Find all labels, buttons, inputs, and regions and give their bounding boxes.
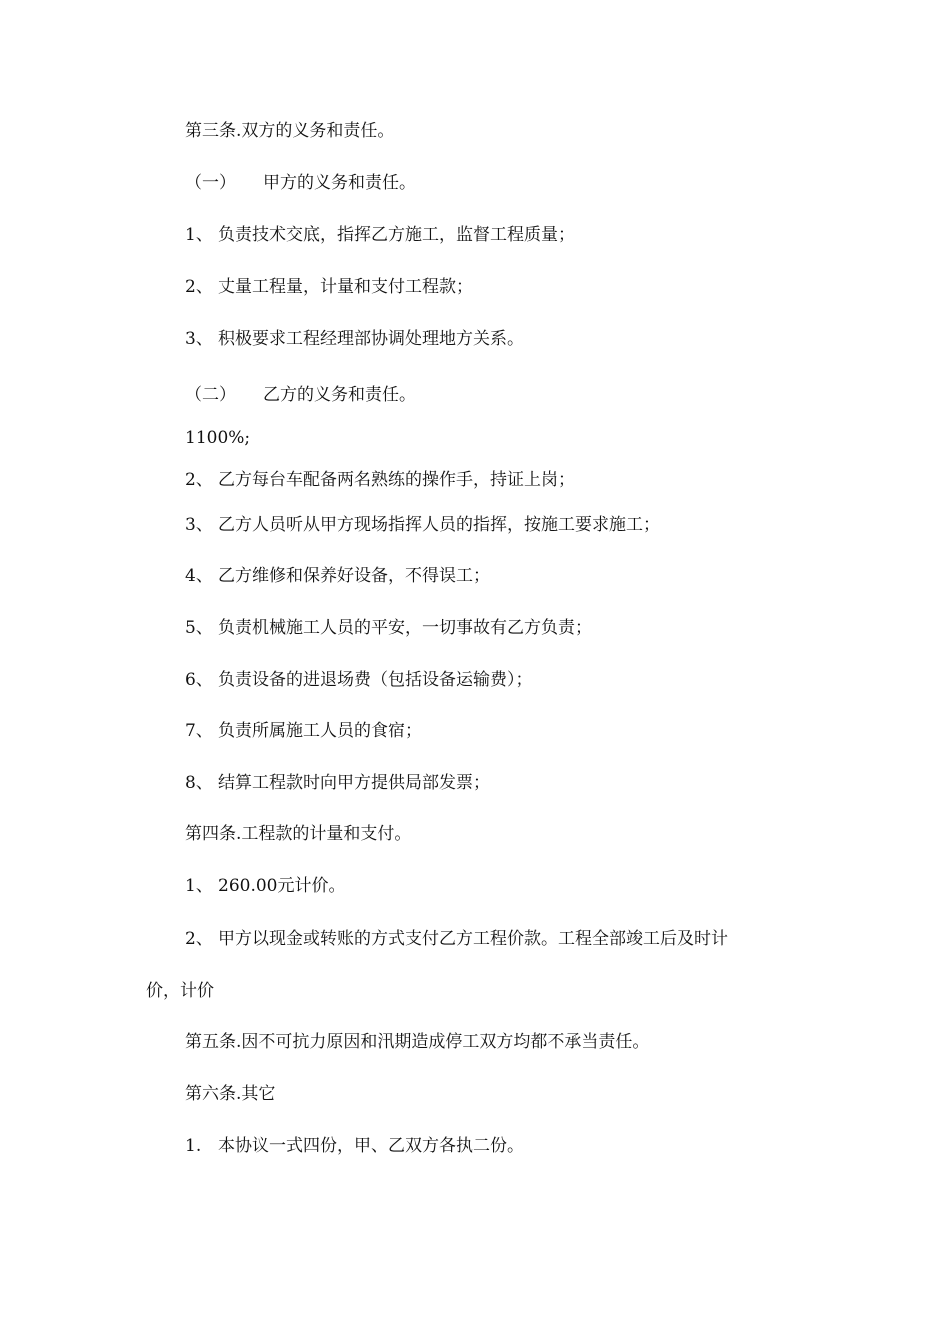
list-item xyxy=(185,720,422,742)
item-text: 结算工程款时向甲方提供局部发票； xyxy=(218,773,490,793)
item-text: 负责所属施工人员的食宿； xyxy=(218,721,422,741)
item-number: 1、 xyxy=(185,876,213,896)
item-text: 负责机械施工人员的平安，一切事故有乙方负责； xyxy=(218,618,592,638)
article5-heading: 第五条.因不可抗力原因和汛期造成停工双方均都不承当责任。 xyxy=(185,1032,650,1052)
list-item xyxy=(185,328,524,350)
article4-continuation: 价，计价 xyxy=(146,981,214,1001)
partyB-note: 1100%; xyxy=(185,428,251,448)
list-item xyxy=(185,514,660,536)
item-text: 乙方人员听从甲方现场指挥人员的指挥，按施工要求施工； xyxy=(218,515,660,535)
item-text: 甲方以现金或转账的方式支付乙方工程价款。工程全部竣工后及时计 xyxy=(218,929,728,949)
item-number: 1、 xyxy=(185,225,213,245)
item-number: 1. xyxy=(185,1136,202,1156)
partyA-section-heading xyxy=(185,172,416,194)
item-text: 260.00元计价。 xyxy=(218,876,346,896)
list-item xyxy=(185,565,490,587)
list-item xyxy=(185,875,345,897)
item-text: 乙方每台车配备两名熟练的操作手，持证上岗； xyxy=(218,470,575,490)
item-number: 2、 xyxy=(185,277,213,297)
item-number: 2、 xyxy=(185,929,213,949)
item-text: 负责技术交底，指挥乙方施工，监督工程质量； xyxy=(218,225,575,245)
item-number: 8、 xyxy=(185,773,213,793)
list-item xyxy=(185,276,473,298)
list-item xyxy=(185,772,490,794)
item-text: 丈量工程量，计量和支付工程款； xyxy=(218,277,473,297)
partyA-label: （一） xyxy=(185,173,236,193)
item-number: 7、 xyxy=(185,721,213,741)
list-item xyxy=(185,617,592,639)
list-item xyxy=(185,669,533,691)
item-text: 负责设备的进退场费（包括设备运输费）； xyxy=(218,670,533,690)
list-item xyxy=(185,224,575,246)
item-number: 4、 xyxy=(185,566,213,586)
item-number: 5、 xyxy=(185,618,213,638)
partyA-title: 甲方的义务和责任。 xyxy=(263,173,416,193)
partyB-section-heading xyxy=(185,384,416,406)
item-text: 积极要求工程经理部协调处理地方关系。 xyxy=(218,329,524,349)
item-number: 3、 xyxy=(185,329,213,349)
article6-heading: 第六条.其它 xyxy=(185,1084,276,1104)
item-text: 本协议一式四份，甲、乙双方各执二份。 xyxy=(218,1136,524,1156)
article4-heading: 第四条.工程款的计量和支付。 xyxy=(185,824,412,844)
item-number: 6、 xyxy=(185,670,213,690)
item-text: 乙方维修和保养好设备，不得误工； xyxy=(218,566,490,586)
item-number: 2、 xyxy=(185,470,213,490)
item-number: 3、 xyxy=(185,515,213,535)
partyB-title: 乙方的义务和责任。 xyxy=(263,385,416,405)
list-item xyxy=(185,928,728,950)
list-item xyxy=(185,469,575,491)
article3-heading: 第三条.双方的义务和责任。 xyxy=(185,121,395,141)
partyB-label: （二） xyxy=(185,385,236,405)
list-item xyxy=(185,1135,524,1157)
